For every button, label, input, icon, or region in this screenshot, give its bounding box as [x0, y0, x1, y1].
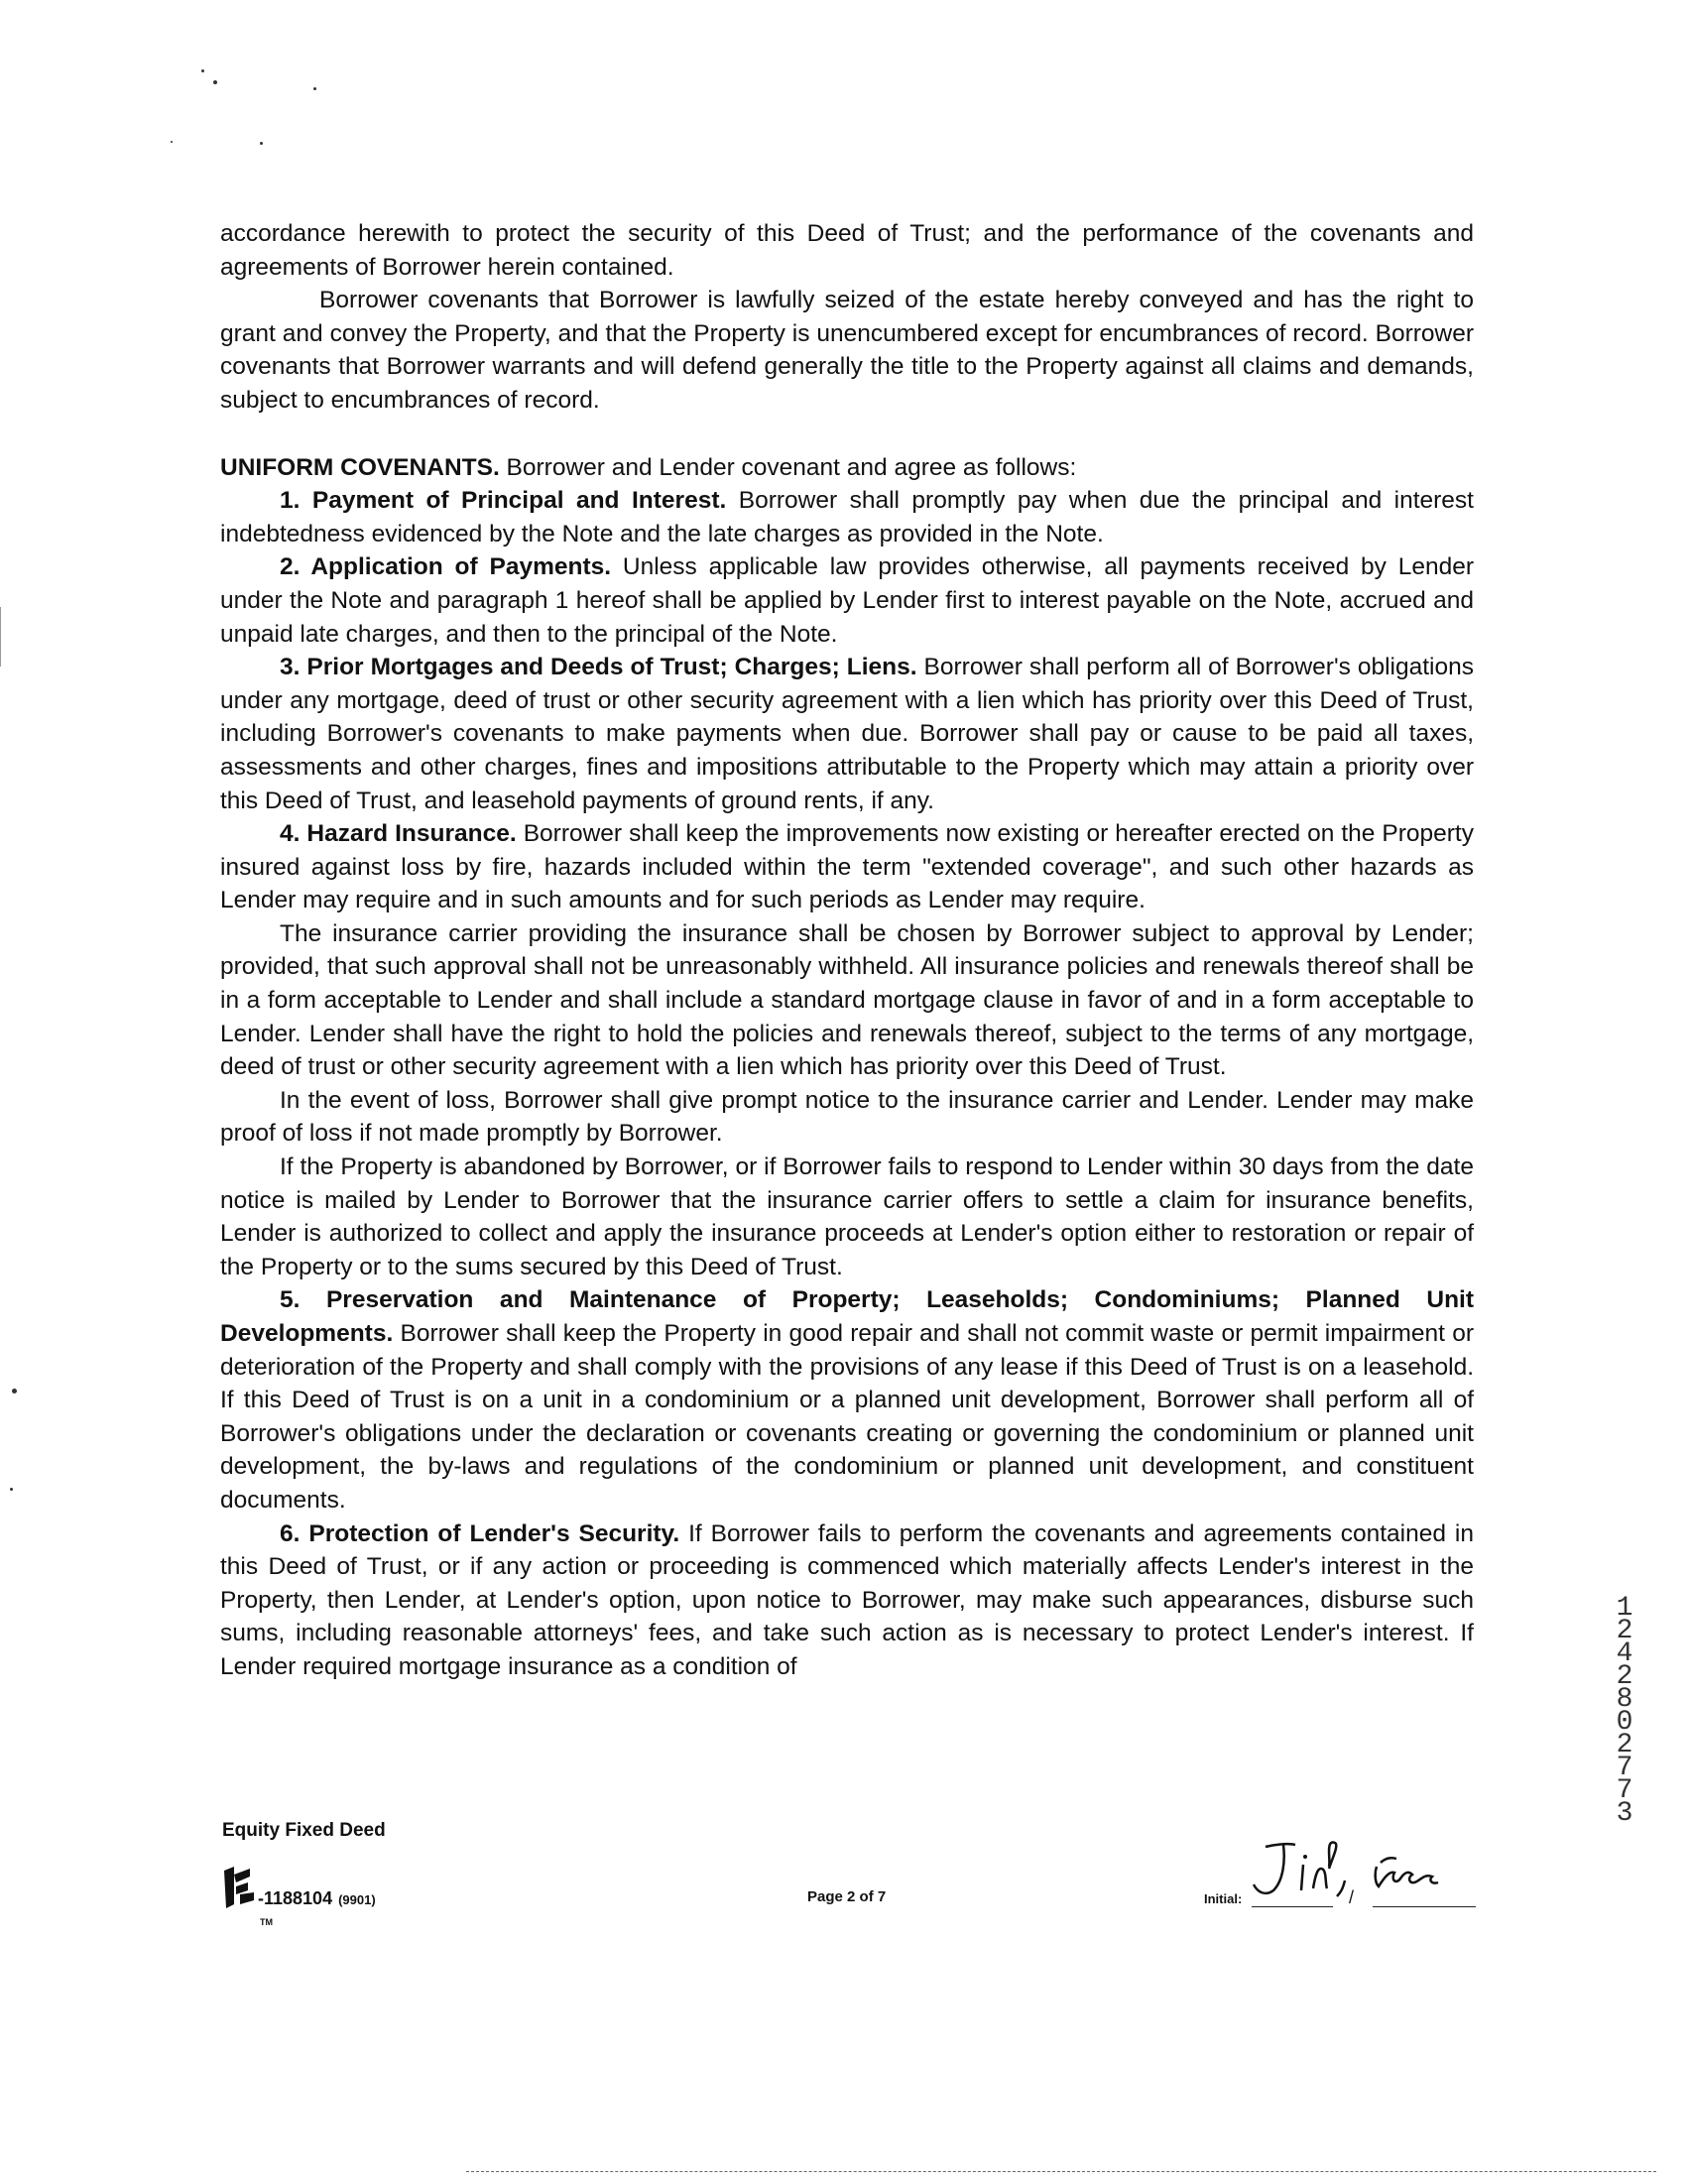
section-4: [220, 817, 1474, 917]
stamp-digit: 8: [1616, 1684, 1633, 1715]
stamp-digit: 4: [1616, 1638, 1633, 1669]
left-edge-mark: [0, 607, 5, 667]
section-6: [220, 1517, 1474, 1684]
section-5: [220, 1283, 1474, 1517]
stamp-digit: 0: [1616, 1707, 1633, 1738]
section-4-insurance-carrier: The insurance carrier providing the insurance shall be chosen by Borrower subject to approval by Lender; provided, that such approval shall not be unreasonably withheld. All insurance policies and renewals thereof shall be in a form acceptable to Lender and shall include a standard mortgage clause in favor of and in a form acceptable to Lender. Lender shall have the right to hold the policies and renewals thereof, subject to the terms of any mortgage, deed of trust or other security agreement with a lien which has priority over this Deed of Trust.: [220, 919, 1474, 1081]
handwritten-initials-signature: [1230, 1835, 1488, 1919]
section-6-title: 6. Protection of Lender's Security.: [280, 1519, 680, 1547]
scan-speck: [213, 80, 217, 84]
form-number-value: -1188104: [258, 1888, 333, 1908]
section-1-text: Borrower shall promptly pay when due the principal and interest indebtedness evidenced by the Note and the late charges as provided in the Note.: [220, 487, 1474, 547]
stamp-digit: 2: [1616, 1616, 1633, 1646]
section-1-title: 1. Payment of Principal and Interest.: [280, 487, 727, 515]
section-3-text: Borrower shall perform all of Borrower's obligations under any mortgage, deed of trust or other security agreement with a lien which has priority over this Deed of Trust, including Borrower's covenants to make payments when due. Borrower shall pay or cause to be paid all taxes, assessments and other charges, fines and impositions attributable to the Property which may attain a priority over this Deed of Trust, and leasehold payments of ground rents, if any.: [220, 654, 1475, 814]
uniform-covenants-intro: [220, 451, 1474, 485]
page-number: Page 2 of 7: [807, 1888, 887, 1905]
section-2-text: Unless applicable law provides otherwise, all payments received by Lender under the Note and paragraph 1 hereof shall be applied by Lender first to interest payable on the Note, accrued and unpaid late charges, and then to the principal of the Note.: [220, 553, 1474, 648]
scan-speck: [313, 87, 316, 90]
recording-stamp: [1607, 1593, 1642, 1829]
stamp-digit: 1: [1616, 1593, 1633, 1624]
uniform-covenants-text: Borrower and Lender covenant and agree as follows:: [499, 453, 1077, 481]
form-revision: (9901): [338, 1892, 376, 1907]
stamp-digit: 7: [1616, 1753, 1633, 1783]
bottom-scan-rule: [466, 2171, 1656, 2172]
document-body: [220, 217, 1474, 1684]
section-5-text: Borrower shall keep the Property in good repair and shall not commit waste or permit impairment or deterioration of the Property and shall comply with the provisions of any lease if this Deed of Trust is on a leasehold. If this Deed of Trust is on a unit in a condominium or a planned unit development, Borrower shall perform all of Borrower's obligations under the declaration or covenants creating or governing the condominium or planned unit development, the by-laws and regulations of the condominium or planned unit development, and constituent documents.: [220, 1320, 1474, 1514]
form-title: Equity Fixed Deed: [222, 1820, 386, 1841]
paragraph-title-warranty: Borrower covenants that Borrower is lawfully seized of the estate hereby conveyed and has the right to grant and convey the Property, and that the Property is unencumbered except for encumbrances of record. Borrower covenants that Borrower warrants and will defend generally the title to the Property against all claims and demands, subject to encumbrances of record.: [220, 287, 1474, 414]
section-4-event-of-loss: In the event of loss, Borrower shall give prompt notice to the insurance carrier and Lender. Lender may make proof of loss if not made promptly by Borrower.: [220, 1086, 1474, 1148]
section-4-text: Borrower shall keep the improvements now existing or hereafter erected on the Property insured against loss by fire, hazards included within the term "extended coverage", and such other hazards as Lender may require and in such amounts and for such periods as Lender may require.: [220, 820, 1474, 914]
stamp-digit: 2: [1616, 1730, 1633, 1760]
section-3-title: 3. Prior Mortgages and Deeds of Trust; Charges; Liens.: [280, 654, 917, 681]
scan-speck: [12, 1389, 17, 1394]
section-2-title: 2. Application of Payments.: [280, 553, 612, 581]
scan-speck: [171, 141, 173, 143]
form-number: [258, 1888, 376, 1909]
stamp-digit: 3: [1616, 1798, 1633, 1829]
section-2: [220, 550, 1474, 651]
publisher-logo-icon: [220, 1865, 256, 1910]
stamp-digit: 7: [1616, 1775, 1633, 1806]
uniform-covenants-heading: UNIFORM COVENANTS.: [220, 453, 500, 481]
scan-speck: [10, 1488, 13, 1491]
section-4-title: 4. Hazard Insurance.: [280, 820, 517, 848]
section-1: [220, 484, 1474, 550]
paragraph-continuation: accordance herewith to protect the security of this Deed of Trust; and the performance of the covenants and agreements of Borrower herein contained.: [220, 220, 1474, 281]
trademark-mark: TM: [260, 1917, 273, 1927]
initial-separator: /: [1349, 1887, 1355, 1907]
stamp-digit: 2: [1616, 1661, 1633, 1692]
paragraph-gap: [220, 418, 1474, 451]
initial-label: Initial:: [1204, 1891, 1243, 1906]
section-6-text: If Borrower fails to perform the covenants and agreements contained in this Deed of Trust, or if any action or proceeding is commenced which materially affects Lender's interest in the Property, then Lender, at Lender's option, upon notice to Borrower, may make such appearances, disburse such sums, including reasonable attorneys' fees, and take such action as is necessary to protect Lender's interest. If Lender required mortgage insurance as a condition of: [220, 1519, 1474, 1680]
section-4-abandonment: If the Property is abandoned by Borrower, or if Borrower fails to respond to Lender within 30 days from the date notice is mailed by Lender to Borrower that the insurance carrier offers to settle a claim for insurance benefits, Lender is authorized to collect and apply the insurance proceeds at Lender's option either to restoration or repair of the Property or to the sums secured by this Deed of Trust.: [220, 1153, 1474, 1280]
scan-speck: [201, 69, 204, 72]
section-5-title: 5. Preservation and Maintenance of Property; Leaseholds; Condominiums; Planned Unit Developments.: [220, 1286, 1474, 1347]
scan-speck: [260, 142, 263, 145]
section-3: [220, 651, 1474, 817]
